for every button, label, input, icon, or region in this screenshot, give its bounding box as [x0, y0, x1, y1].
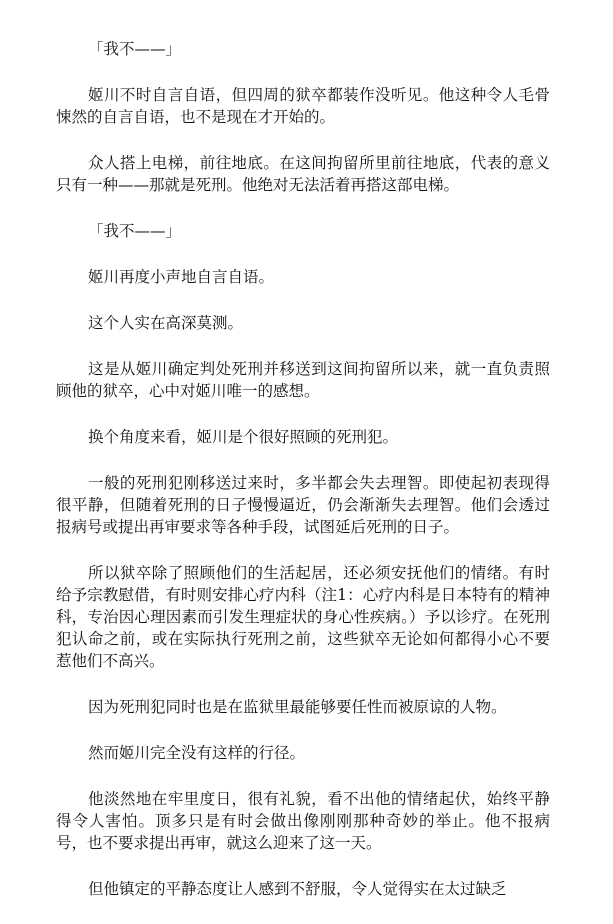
paragraph-2: 姬川不时自言自语，但四周的狱卒都装作没听见。他这种令人毛骨悚然的自言自语，也不是现在才开始的。 [56, 86, 550, 126]
paragraph-4: 「我不——」 [88, 222, 182, 240]
document-page [56, 38, 550, 924]
paragraph-1: 「我不——」 [88, 40, 182, 58]
paragraph-11: 因为死刑犯同时也是在监狱里最能够要任性而被原谅的人物。 [88, 698, 507, 716]
paragraph-13: 他淡然地在牢里度日，很有礼貌，看不出他的情绪起伏，始终平静得令人害怕。顶多只是有时会做出像刚刚那种奇妙的举止。他不报病号，也不要求提出再审，就这么迎来了这一天。 [56, 790, 550, 852]
paragraph-3: 众人搭上电梯，前往地底。在这间拘留所里前往地底，代表的意义只有一种——那就是死刑。他绝对无法活着再搭这部电梯。 [56, 154, 550, 194]
paragraph-10: 所以狱卒除了照顾他们的生活起居，还必须安抚他们的情绪。有时给予宗教慰借，有时则安排心疗内科（注1：心疗内科是日本特有的精神科，专治因心理因素而引发生理症状的身心性疾病。）予以诊疗。在死刑犯认命之前，或在实际执行死刑之前，这些狱卒无论如何都得小心不要惹他们不高兴。 [56, 564, 550, 670]
paragraph-7: 这是从姬川确定判处死刑并移送到这间拘留所以来，就一直负责照顾他的狱卒，心中对姬川唯一的感想。 [56, 360, 550, 400]
paragraph-12: 然而姬川完全没有这样的行径。 [88, 744, 306, 762]
paragraph-14: 但他镇定的平静态度让人感到不舒服，令人觉得实在太过缺乏 [88, 880, 507, 898]
paragraph-8: 换个角度来看，姬川是个很好照顾的死刑犯。 [88, 428, 399, 446]
paragraph-5: 姬川再度小声地自言自语。 [88, 268, 275, 286]
paragraph-9: 一般的死刑犯刚移送过来时，多半都会失去理智。即使起初表现得很平静，但随着死刑的日子慢慢逼近，仍会渐渐失去理智。他们会透过报病号或提出再审要求等各种手段，试图延后死刑的日子。 [56, 474, 550, 536]
paragraph-6: 这个人实在高深莫测。 [88, 314, 244, 332]
